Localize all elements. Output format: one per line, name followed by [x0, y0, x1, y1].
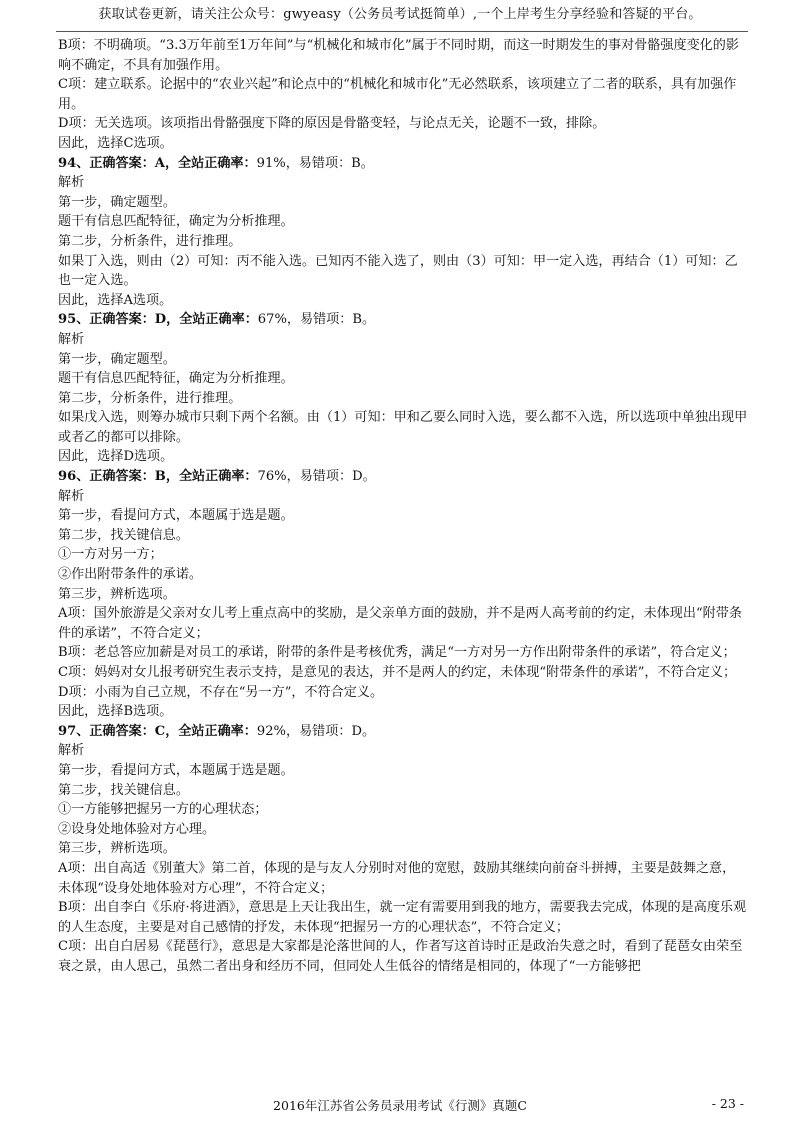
paragraph: ②作出附带条件的承诺。 [58, 567, 203, 583]
document-body [58, 36, 748, 977]
paragraph: 第二步，分析条件，进行推理。 [58, 233, 242, 249]
answer-stats: 67%，易错项：B。 [257, 312, 376, 328]
paragraph: 因此，选择C选项。 [58, 135, 173, 151]
paragraph: A项：出自高适《别董大》第二首，体现的是与友人分别时对他的宽慰，鼓励其继续向前奋斗拼搏，主要是鼓舞之意，未体现“设身处地体验对方心理”，不符合定义； [58, 860, 736, 896]
paragraph: 题干有信息匹配特征，确定为分析推理。 [58, 214, 294, 230]
paragraph: 第三步，辨析选项。 [58, 841, 176, 857]
answer-label: 94、正确答案：A，全站正确率： [58, 155, 257, 171]
paragraph: ②设身处地体验对方心理。 [58, 821, 216, 837]
answer-stats: 92%，易错项：D。 [256, 723, 376, 739]
paragraph: 题干有信息匹配特征，确定为分析推理。 [58, 371, 294, 387]
answer-stats: 76%，易错项：D。 [257, 469, 376, 485]
paragraph: 如果戊入选，则筹办城市只剩下两个名额。由（1）可知：甲和乙要么同时入选，要么都不入选，所以选项中单独出现甲或者乙的都可以排除。 [58, 410, 748, 445]
paragraph: 第一步，确定题型。 [58, 351, 176, 367]
answer-stats: 91%，易错项：B。 [256, 155, 374, 171]
paragraph: 第一步，看提问方式，本题属于选是题。 [58, 508, 294, 524]
paragraph: A项：国外旅游是父亲对女儿考上重点高中的奖励，是父亲单方面的鼓励，并不是两人高考前的约定，未体现出“附带条件的承诺”，不符合定义； [58, 606, 742, 641]
paragraph: 解析 [58, 488, 85, 504]
paragraph: 解析 [58, 175, 85, 191]
answer-label: 95、正确答案：D，全站正确率： [58, 312, 258, 328]
paragraph: B项：老总答应加薪是对员工的承诺，附带的条件是考核优秀，满足“一方对另一方作出附带条件的承诺”，符合定义； [58, 645, 736, 661]
paragraph: 如果丁入选，则由（2）可知：丙不能入选。已知丙不能入选了，则由（3）可知：甲一定入选，再结合（1）可知：乙也一定入选。 [58, 253, 738, 289]
paragraph: C项：建立联系。论据中的“农业兴起”和论点中的“机械化和城市化”无必然联系，该项建立了二者的联系，具有加强作用。 [58, 77, 737, 112]
paragraph: 第三步，辨析选项。 [58, 586, 176, 602]
page-number: - 23 - [711, 1096, 744, 1111]
paragraph: C项：出自白居易《琵琶行》，意思是大家都是沦落世间的人，作者写这首诗时正是政治失意之时，看到了琵琶女由荣至衰之景，由人思己，虽然二者出身和经历不同，但同处人生低谷的情绪是相同的，体现了“一方能够把 [58, 939, 743, 974]
paragraph: 因此，选择A选项。 [58, 292, 173, 308]
paragraph: B项：出自李白《乐府·将进酒》，意思是上天让我出生，就一定有需要用到我的地方，需要我去完成，体现的是高度乐观的人生态度，主要是对自己感情的抒发，未体现“把握另一方的心理状态”，不符合定义； [58, 900, 747, 935]
paragraph: 第二步，找关键信息。 [58, 782, 189, 798]
answer-line [58, 154, 748, 174]
paragraph: 第一步，看提问方式，本题属于选是题。 [58, 762, 294, 778]
paragraph: 第二步，分析条件，进行推理。 [58, 390, 242, 406]
footer-title: 2016年江苏省公务员录用考试《行测》真题C [273, 1098, 527, 1113]
paragraph: B项：不明确项。“3.3万年前至1万年间”与“机械化和城市化”属于不同时期，而这一时期发生的事对骨骼强度变化的影响不确定，不具有加强作用。 [58, 38, 739, 73]
paragraph: 第二步，找关键信息。 [58, 527, 189, 543]
paragraph: ①一方能够把握另一方的心理状态； [58, 802, 268, 818]
answer-line [58, 310, 748, 330]
paragraph: 因此，选择D选项。 [58, 449, 174, 465]
paragraph: D项：无关选项。该项指出骨骼强度下降的原因是骨骼变轻，与论点无关，论题不一致，排除。 [58, 116, 606, 132]
paragraph: D项：小雨为自己立规，不存在“另一方”，不符合定义。 [58, 684, 384, 700]
paragraph: 解析 [58, 331, 85, 347]
answer-label: 97、正确答案：C，全站正确率： [58, 723, 257, 739]
paragraph: C项：妈妈对女儿报考研究生表示支持，是意见的表达，并不是两人的约定，未体现“附带条件的承诺”，不符合定义； [58, 665, 737, 680]
answer-label: 96、正确答案：B，全站正确率： [58, 469, 258, 485]
answer-line [58, 722, 748, 742]
page-header: 获取试卷更新，请关注公众号：gwyeasy（公务员考试挺简单）,一个上岸考生分享经验和答疑的平台。 [98, 7, 702, 22]
paragraph: 解析 [58, 743, 85, 759]
paragraph: 第一步，确定题型。 [58, 194, 176, 210]
paragraph: ①一方对另一方； [58, 547, 163, 563]
header-divider [56, 31, 748, 32]
paragraph: 因此，选择B选项。 [58, 704, 173, 720]
answer-line [58, 467, 748, 487]
